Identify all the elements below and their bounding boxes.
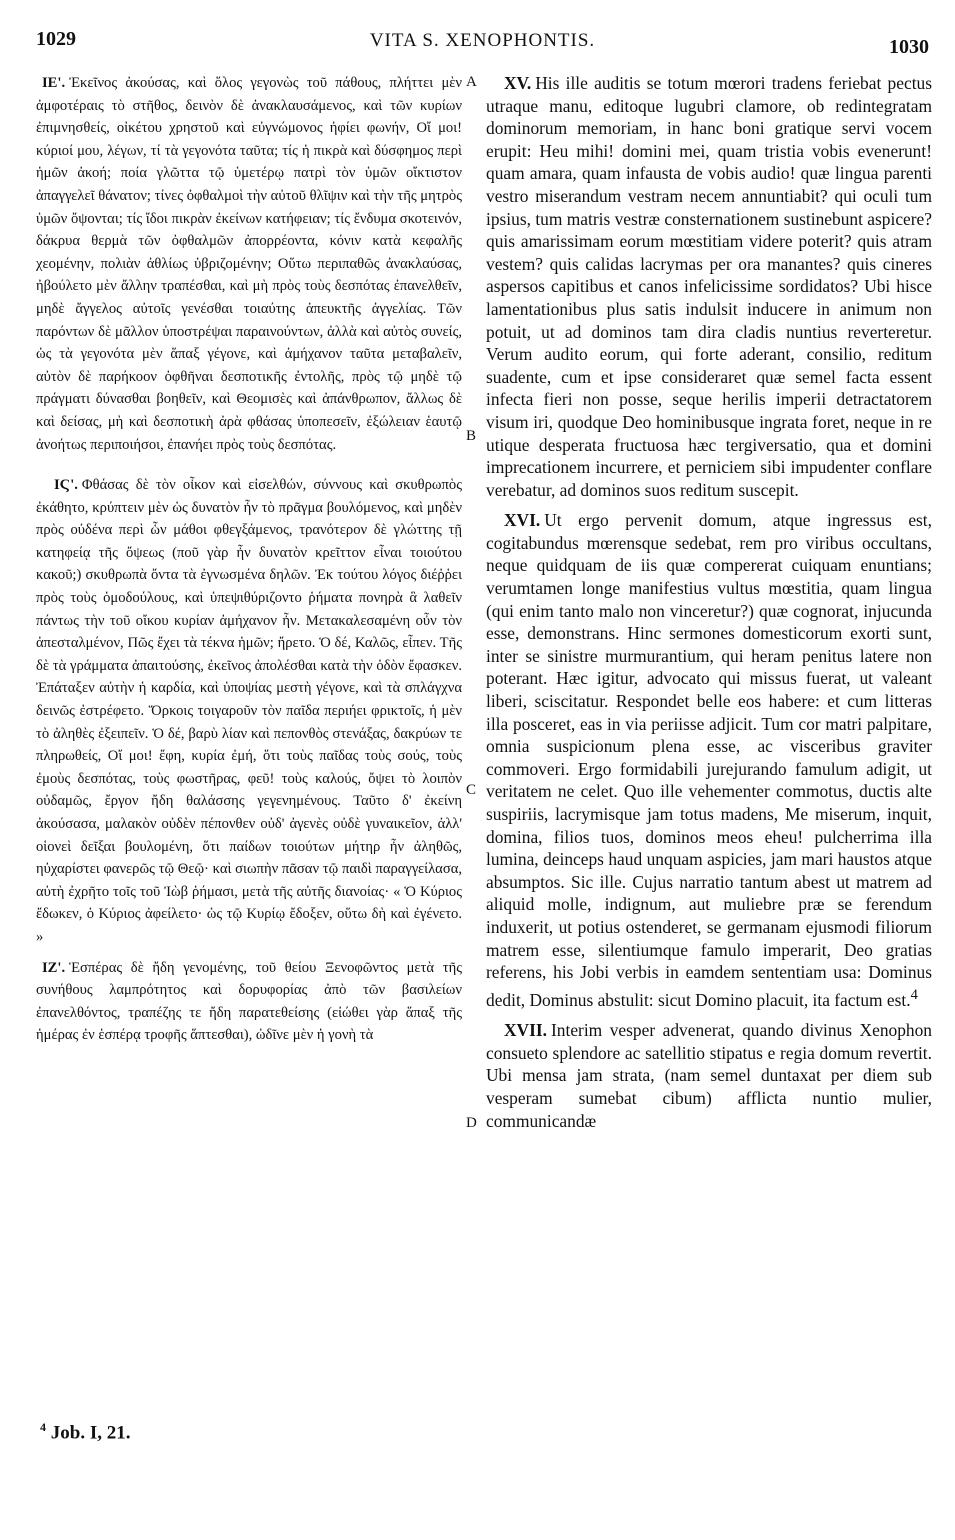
section-label: XV. [504,73,532,93]
margin-letter-d: D [466,1115,477,1131]
section-label: XVI. [504,510,541,531]
margin-letters [462,0,486,1540]
greek-column [36,72,462,1055]
footnote-ref: 4 [910,986,918,1003]
latin-column [486,72,932,1140]
footnote-text: Job. I, 21. [50,1422,131,1444]
latin-section-16 [486,509,932,1011]
margin-letter-c: C [466,782,477,798]
latin-section-15 [486,72,932,501]
margin-letter-a: A [466,74,477,90]
section-label: ΙΖ'. [42,959,66,976]
page-number-right: 1030 [889,36,929,58]
greek-section-17 [36,957,462,1047]
page-number-left: 1029 [36,28,76,50]
section-text: Interim vesper advenerat, quando divinus Xenophon consueto splendore ac satellitio stipatus e regia domum revertit. Ubi mensa jam strata, (nam semel duntaxat per diem sub vesperam sumebat cibum) afflicta nuntio mulier, communicandæ [486,1020,932,1131]
section-text: Ut ergo pervenit domum, atque ingressus est, cogitabundus mœrensque sedebat, rem pro viribus occultans, neque quidquam de iis quæ compererat cuiquam enuntians; verumtamen longe manifestius vultus mœstitia, quam lingua (qui enim tanto malo non vinceretur?) quæ cognorat, injucunda esse, demonstrans. Hinc sermones domesticorum exorti sunt, inter se sinistre murmurantium, qui heram penitus latere non poterant. Hæc igitur, advocato qui missus fuerat, ut valeant liberi, sciscitatur. Respondet belle eos habere: et cum litteras illa posceret, eas in via periisse adjicit. Tum cor matri palpitare, omnia suspicionum plena esse, ac visceribus graviter commoveri. Ergo formidabili jurejurando famulum adigit, ut veritatem ne celet. Quo ille vehementer commotus, ductis alte suspiriis, lacrymisque jam totus madens, Me miserum, inquit, domina, filios tuos, dominos meos eheu! pulcherrima illa lumina, deinceps haud unquam aspicies, jam mari haustos atque absumptos. Sic ille. Cujus narratio tantum abest ut matrem ad aliquid molle, indignum, aut muliebre præ se ferendum induxerit, ut potius ostenderet, se germanam ejusmodi filiorum matrem esse, silentiumque famulo imperarit, Deo gratias referens, his Jobi verbis in eamdem sententiam usa: Dominus dedit, Dominus abstulit: sicut Domino placuit, ita factum est. [486,510,932,1010]
footnote [40,1420,130,1444]
section-label: ΙΕ'. [42,75,66,91]
greek-section-16 [36,474,462,948]
section-text: Ἑσπέρας δὲ ἤδη γενομένης, τοῦ θείου Ξενοφῶντος μετὰ τῆς συνήθους λαμπρότητος καὶ δορυφορίας ἀπὸ τῶν βασιλείων ἐπανελθόντος, τραπέζης τε ἤδη παρατεθείσης (εἰώθει γὰρ ἅπαξ τῆς ἡμέρας ἐν ἑσπέρᾳ τροφῆς ἅπτεσθαι), ὠδῖνε μὲν ἡ γονὴ τὰ [36,959,462,1044]
running-title: VITA S. XENOPHONTIS. [369,30,596,51]
section-text: His ille auditis se totum mœrori tradens feriebat pectus utraque manu, editoque lugubri clamore, ob redintegratam dominorum memoriam, in hanc boni gratique servi vocem erupit: Heu mihi! domini mei, quam tristia vobis evenerunt! quam amara, quam infausta de vobis audio! quæ lingua parenti vestro miserandum vestram necem annuntiabit? qui oculi tum ipsius, tum matris vestræ consternationem sustinebunt aspicere? quis amarissimam eorum mœstitiam videre poterit? quis atram vestem? quis calidas lacrymas per ora manantes? quis cineres aspersos capitibus et canos infelicissime sordidatos? Ubi hisce lamentationibus plus satis indulsit inducere in animum non potuit, ut ad dominos tam dira cladis nuntius reverteretur. Verum audito eorum, qui forte aderant, consilio, reditum suadente, cum et ipse consideraret quæ semel facta essent infecta fieri non posse, seque herilis imperii detractatorem visum iri, quodque Deo hominibusque ingrata foret, neque in re utique desperata fructuosa hæc tergiversatio, qua et domini imprecationem incurrere, et perniciem sibi impudenter conflare verebatur, ad dominos suos reditum suscepit. [486,73,932,500]
section-label: ΙϚ'. [54,477,78,494]
margin-letter-b: B [466,428,477,444]
section-text: Φθάσας δὲ τὸν οἶκον καὶ εἰσελθών, σύννους καὶ σκυθρωπὸς ἐκάθητο, κρύπτειν μὲν ὡς δυνατὸν ἦν τὸ πρᾶγμα βουλόμενος, καὶ μηδὲν πρὸς οὐδένα περὶ ὧν μάθοι φθεγξάμενος, τρανότερον δὲ γλώττης τῇ κατηφείᾳ τῆς ὄψεως (ποῦ γὰρ ἦν δυνατὸν κρεῖττον εἶναι τοιούτου κακοῦ;) σκυθρωπὰ ὄντα τὰ ἐγνωσμένα δηλῶν. Ἐκ τούτου λόγος διέῤῥει πρὸς τοὺς ὁμοδούλους, καὶ ὑπεψιθύριζοντο ῥήματα πονηρὰ ἃ λαθεῖν πάντως τὴν τοῦ οἴκου κυρίαν ἀμήχανον ἦν. Μετακαλεσαμένη οὖν τὸν ἀπεσταλμένον, Πῶς ἔχει τὰ τέκνα ἡμῶν; ἤρετο. Ὁ δέ, Καλῶς, εἶπεν. Τῆς δὲ τὰ γράμματα ἀπαιτούσης, ἐκεῖνος ἀπολέσθαι κατὰ τὴν ὁδὸν ἔφασκεν. Ἐπάταξεν αὐτὴν ἡ καρδία, καὶ ὑποψίας μεστὴ γέγονε, καὶ τὰ σπλάγχνα δεινῶς ἐστρέφετο. Ὅρκοις τοιγαροῦν τὸν παῖδα περιήει φρικτοῖς, ἡ μὲν τὸ ἀληθὲς ἐξειπεῖν. Ὁ δέ, βαρὺ λίαν καὶ πεπονθὸς στενάξας, δακρύων τε πληρωθείς, Οἴ μοι! ἔφη, κυρία ἐμή, ὅτι τοὺς παῖδας τοὺς σούς, τοὺς ἐμοὺς δεσπότας, τοὺς φωστῆρας, φεῦ! τοὺς καλούς, ὄψει τὸ λοιπὸν οὐδαμῶς, ἔργον ἤδη θαλάσσης γεγενημένους. Ταῦτο δ' ἐκείνη ἀκούσασα, μαλακὸν οὐδὲν πέπονθεν οὐδ' ἀγενὲς οὐδὲ γυναικεῖον, ἀλλ' οἱονεὶ δεῖξαι βουλομένη, ὅτι παίδων τοιούτων μήτηρ ἦν ἀληθῶς, ηὐχαρίστει φανερῶς τῷ Θεῷ· καὶ σιωπὴν πᾶσαν τῷ παιδὶ παραγγείλασα, αὐτὴ ἐχρῆτο τοῖς τοῦ Ἰὼβ ῥήμασι, μετὰ τῆς αὐτῆς διανοίας· « Ὁ Κύριος ἔδωκεν, ὁ Κύριος ἀφείλετο· ὡς τῷ Κυρίῳ ἔδοξεν, οὕτω δὴ καὶ ἐγένετο. » [36,477,462,945]
section-text: Ἐκεῖνος ἀκούσας, καὶ ὅλος γεγονὼς τοῦ πάθους, πλήττει μὲν ἀμφοτέραις τὸ στῆθος, δεινὸν δὲ ἀνακλαυσάμενος, καὶ τῶν κυρίων ἐπιμνησθείς, οἰκέτου χρηστοῦ καὶ εὐγνώμονος ἠφίει φωνήν, Οἴ μοι! κύριοί μου, λέγων, τί τὰ γεγονότα ταῦτα; τίς ἡ πικρὰ καὶ δύσφημος περὶ ἡμῶν ἀκοή; ποία γλῶττα τῷ ὑμετέρῳ πατρὶ τὸν ὑμῶν οἴκτιστον ἀπαγγελεῖ θάνατον; τίνες ὀφθαλμοὶ τὴν αὐτοῦ θλῖψιν καὶ τὴν τῆς μητρὸς ὑμῶν ὄψονται; τίς ἴδοι πικρὰν ἐκείνων κατήφειαν; τίς ἔνδυμα σκοτεινόν, δάκρυα θερμὰ τῶν ὀφθαλμῶν ἀπορρέοντα, κόνιν κατὰ κεφαλῆς χεομένην, πολιὰν ἀθλίως ὑβριζομένην; Οὕτω περιπαθῶς ἀνακλαύσας, ἠβούλετο μὲν ἄλλην τραπέσθαι, καὶ μὴ πρὸς τοὺς δεσπότας ἐπανελθεῖν, μηδὲ ἄγγελος αὐτοῖς γενέσθαι τοιαύτης ἀπευκτῆς ἀγγελίας. Τῶν παρόντων δὲ μᾶλλον ὑποστρέψαι παραινούντων, ἀλλὰ καὶ αὐτὸς συνείς, ὡς τὰ γεγονότα μὲν ἅπαξ γέγονε, καὶ ἀμήχανον ταῦτα μεταβαλεῖν, αὐτὸν δὲ παρήκοον ὀφθῆναι δεσποτικῆς ἐντολῆς, πρὸς τῷ μηδὲ τῷ πράγματι δύνασθαι βοηθεῖν, καὶ Θεομισὲς καὶ ἀπάνθρωπον, ἄλλως δὲ καὶ δείσας, μὴ καὶ δεσποτικὴ ἀρὰ φθάσας ὑποπεσεῖν, ἐξώλειαν ἑαυτῷ ἀνοήτως περιποιήσοι, ἐπανήει πρὸς τοὺς δεσπότας. [36,75,462,453]
greek-section-15 [36,72,462,456]
section-label: XVII. [504,1020,548,1041]
footnote-mark: 4 [40,1420,46,1434]
latin-section-17 [486,1019,932,1132]
